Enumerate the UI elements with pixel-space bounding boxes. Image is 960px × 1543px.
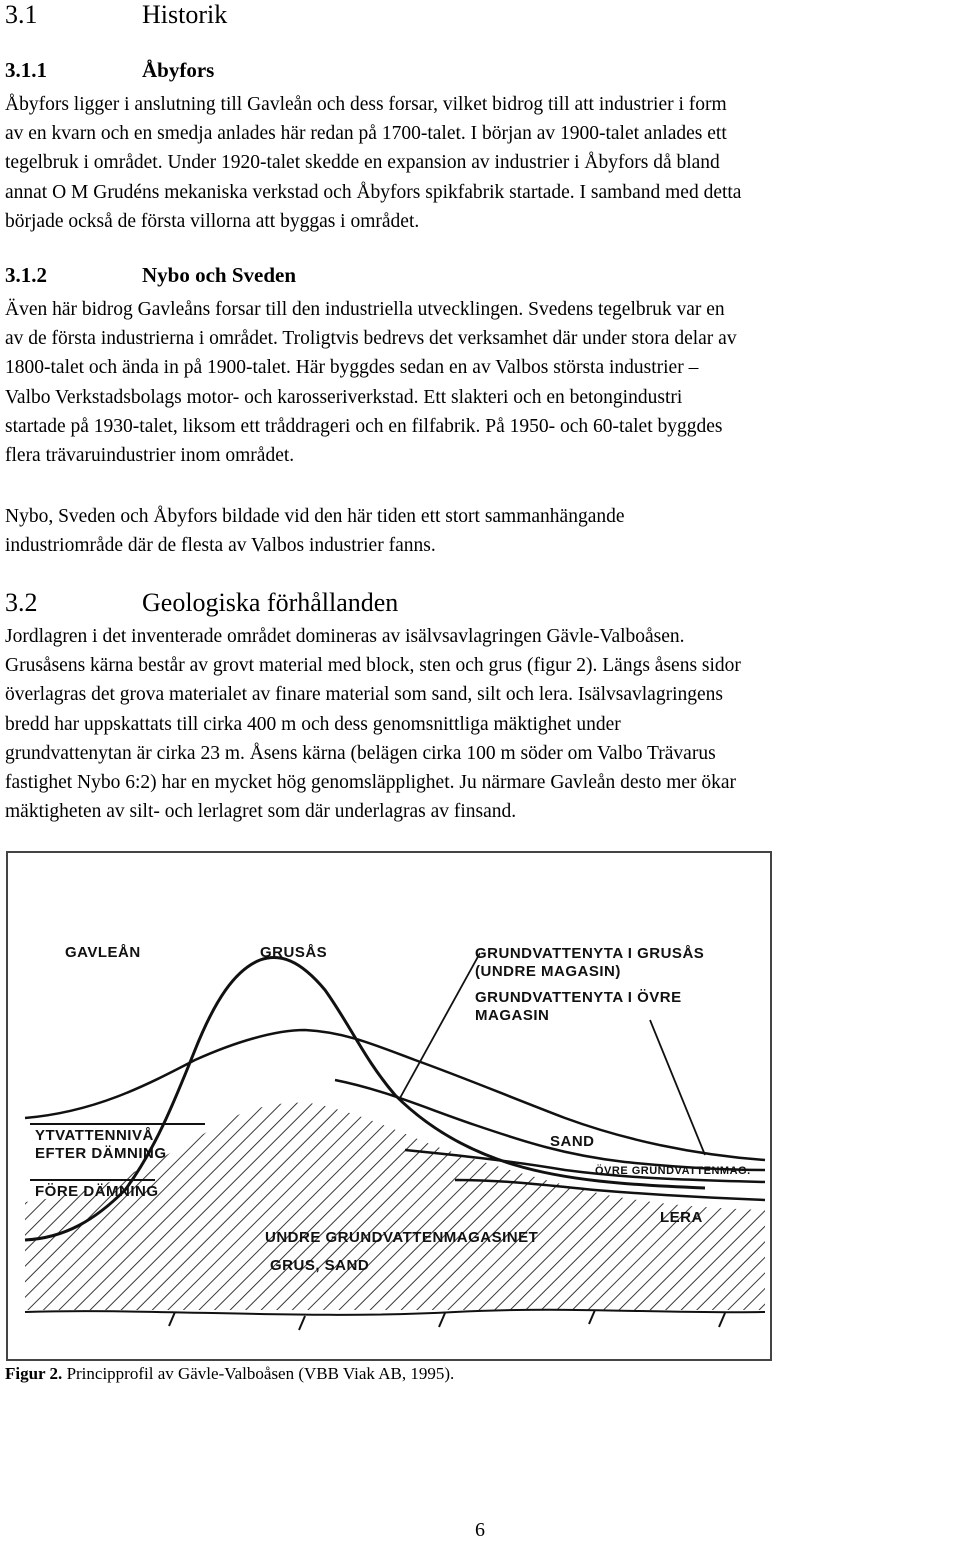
label-fore-damning: FÖRE DÄMNING [35, 1183, 159, 1200]
label-grusas: GRUSÅS [260, 944, 328, 961]
paragraph-geologi [5, 622, 960, 826]
figure-geological-profile [5, 850, 773, 1362]
section-heading-3-2 [5, 588, 398, 618]
label-gw-upper-2: MAGASIN [475, 1007, 550, 1024]
section-heading-3-1-2 [5, 262, 296, 288]
text-line: 1800-talet och ända in på 1900-talet. Här byggdes sedan en av Valbos största industrier – [5, 357, 699, 379]
caption-text: Principprofil av Gävle-Valboåsen (VBB Viak AB, 1995). [62, 1364, 455, 1383]
text-line: mäktigheten av silt- och lerlagret som där underlagras av finsand. [5, 801, 517, 823]
section-number: 3.1 [5, 0, 38, 29]
section-title: Åbyfors [142, 58, 215, 82]
text-line: Grusåsens kärna består av grovt material med block, sten och grus (figur 2). Längs åsens sidor [5, 655, 741, 677]
text-line: Nybo, Sveden och Åbyfors bildade vid den här tiden ett stort sammanhängande [5, 506, 625, 527]
section-heading-3-1 [5, 0, 227, 30]
text-line: annat O M Grudéns mekaniska verkstad och Åbyfors spikfabrik startade. I samband med detta [5, 181, 742, 203]
text-line: grundvattenytan är cirka 23 m. Åsens kärna (belägen cirka 100 m söder om Valbo Trävarus [5, 742, 716, 764]
paragraph-abyfors [5, 90, 960, 236]
text-line: startade på 1930-talet, liksom ett tråddrageri och en filfabrik. På 1950- och 60-talet byggdes [5, 415, 723, 437]
label-lower-aquifer: UNDRE GRUNDVATTENMAGASINET [265, 1229, 539, 1246]
leader-lower-gw [400, 953, 480, 1098]
text-line: av de första industrierna i området. Troligtvis bedrevs det verksamhet där under stora delar av [5, 328, 737, 350]
section-title: Nybo och Sveden [142, 263, 297, 287]
label-gw-upper-1: GRUNDVATTENYTA I ÖVRE [475, 989, 682, 1006]
text-line: fastighet Nybo 6:2) har en mycket hög genomsläpplighet. Ju närmare Gavleån desto mer ökar [5, 772, 737, 794]
text-line: började också de första villorna att byggas i området. [5, 210, 420, 232]
caption-label: Figur 2. [5, 1364, 63, 1383]
section-number: 3.2 [5, 588, 38, 617]
paragraph-nybo-sveden [5, 295, 960, 470]
figure-caption [5, 1364, 454, 1384]
label-ytvatten-1: YTVATTENNIVÅ [35, 1127, 154, 1144]
text-line: Även här bidrog Gavleåns forsar till den industriella utvecklingen. Svedens tegelbruk var en [5, 299, 725, 320]
text-line: flera trävaruindustrier inom området. [5, 445, 295, 467]
text-line: Jordlagren i det inventerade området domineras av isälvsavlagringen Gävle-Valboåsen. [5, 626, 685, 647]
text-line: av en kvarn och en smedja anlades här redan på 1700-talet. I början av 1900-talet anlades ett [5, 123, 727, 145]
text-line: bredd har uppskattats till cirka 400 m och dess genomsnittliga mäktighet under [5, 713, 621, 735]
paragraph-industriomrade [5, 502, 960, 560]
section-title: Historik [142, 0, 228, 29]
section-title: Geologiska förhållanden [142, 588, 399, 617]
label-lera: LERA [660, 1209, 703, 1226]
text-line: Valbo Verkstadsbolags motor- och karosseriverkstad. Ett slakteri och en betongindustri [5, 386, 683, 408]
section-heading-3-1-1 [5, 57, 214, 83]
bedrock-line [25, 1310, 765, 1315]
label-ytvatten-2: EFTER DÄMNING [35, 1145, 167, 1162]
label-grus-sand: GRUS, SAND [270, 1257, 370, 1274]
label-gw-lower-2: (UNDRE MAGASIN) [475, 963, 621, 980]
leader-upper-gw [650, 1020, 705, 1155]
text-line: industriområde där de flesta av Valbos industrier fanns. [5, 535, 436, 557]
label-gw-lower-1: GRUNDVATTENYTA I GRUSÅS [475, 945, 705, 962]
section-number: 3.1.2 [5, 263, 47, 287]
page-number: 6 [475, 1519, 485, 1541]
text-line: tegelbruk i området. Under 1920-talet skedde en expansion av industrier i Åbyfors då bland [5, 152, 720, 174]
text-line: överlagras det grova materialet av finare material som sand, silt och lera. Isälvsavlagringens [5, 684, 723, 706]
section-number: 3.1.1 [5, 58, 47, 82]
profile-drawing [5, 850, 773, 1362]
label-gavlean: GAVLEÅN [65, 944, 141, 961]
label-upper-aquifer: ÖVRE GRUNDVATTENMAG. [595, 1165, 751, 1177]
text-line: Åbyfors ligger i anslutning till Gavleån och dess forsar, vilket bidrog till att industrier i form [5, 94, 727, 115]
label-sand: SAND [550, 1133, 595, 1150]
